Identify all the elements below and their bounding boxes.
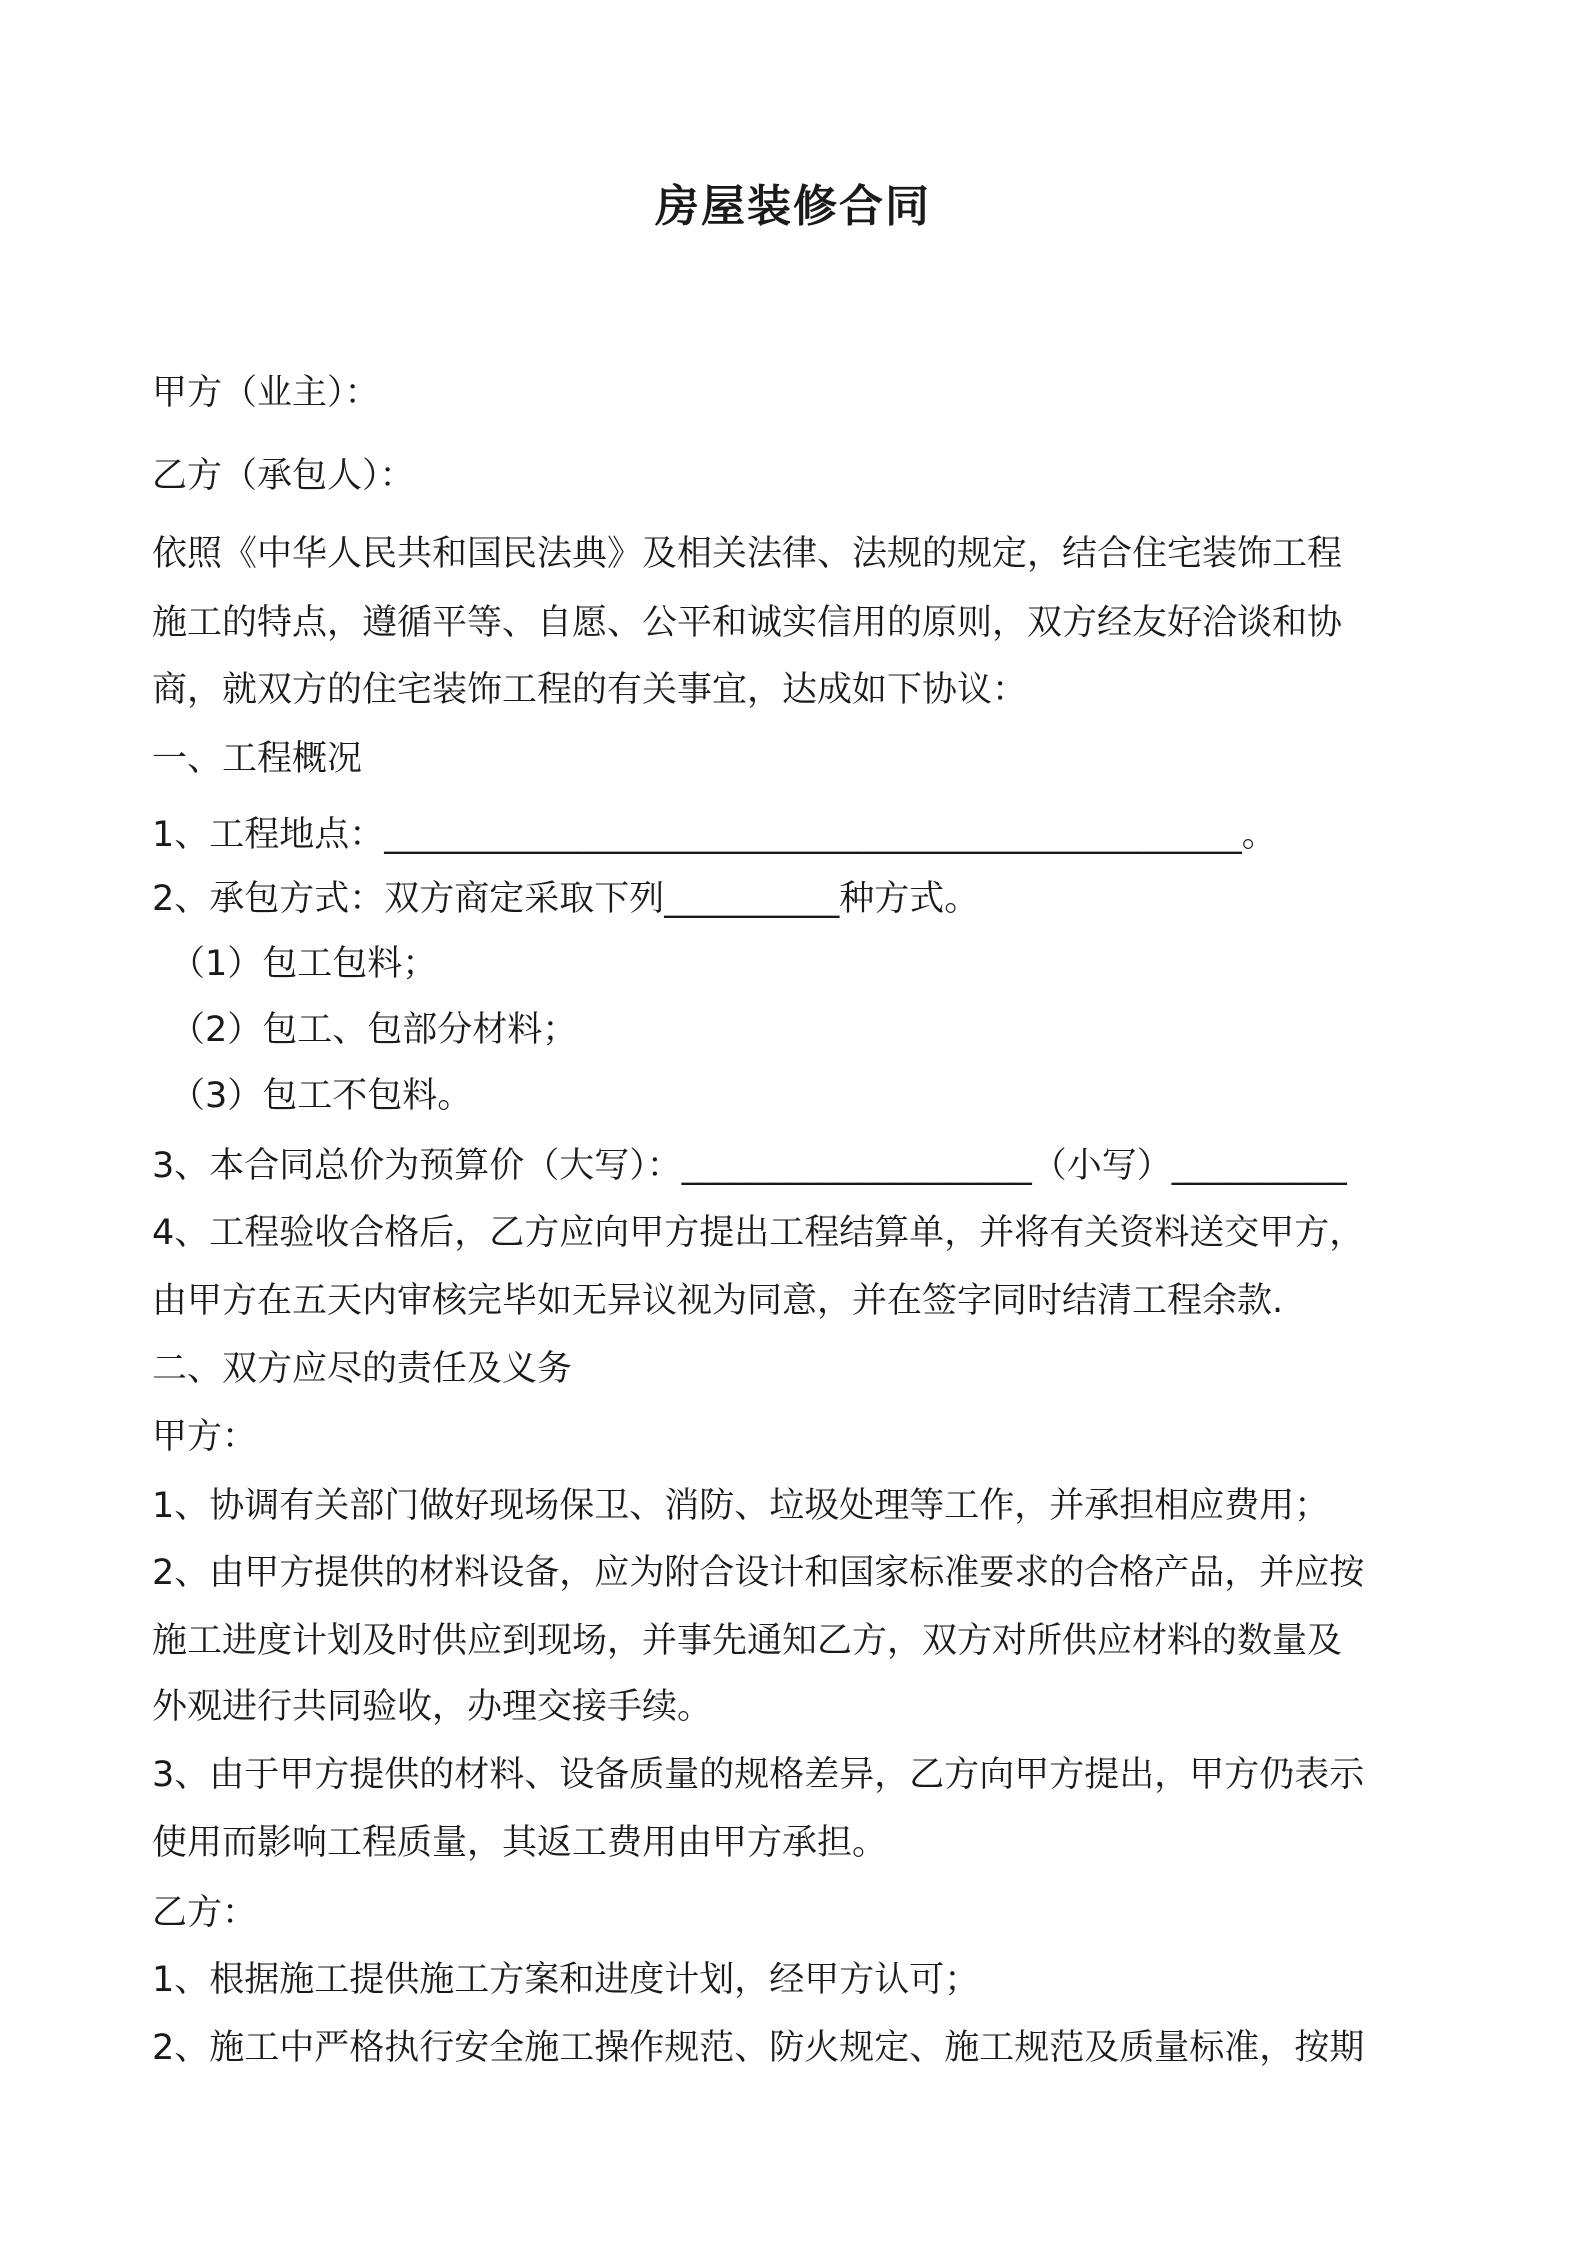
section-heading-2: 二、双方应尽的责任及义务 bbox=[152, 1349, 573, 1389]
clause-line: 1、工程地点：_________________________________________________。 bbox=[152, 815, 1277, 855]
clause-line: 2、由甲方提供的材料设备，应为附合设计和国家标准要求的合格产品，并应按 bbox=[152, 1553, 1365, 1593]
party-b-heading: 乙方： bbox=[152, 1893, 258, 1933]
clause-line: 施工进度计划及时供应到现场，并事先通知乙方，双方对所供应材料的数量及 bbox=[152, 1621, 1343, 1661]
option-line: （3）包工不包料。 bbox=[170, 1076, 473, 1116]
party-a-heading: 甲方： bbox=[152, 1417, 258, 1457]
party-b-line: 乙方（承包人）： bbox=[152, 456, 415, 496]
clause-line: 使用而影响工程质量，其返工费用由甲方承担。 bbox=[152, 1823, 888, 1863]
preamble-line-2: 施工的特点，遵循平等、自愿、公平和诚实信用的原则，双方经友好洽谈和协 bbox=[152, 603, 1343, 643]
option-line: （1）包工包料； bbox=[170, 944, 438, 984]
document-title: 房屋装修合同 bbox=[655, 181, 931, 232]
clause-line: 2、承包方式：双方商定采取下列__________种方式。 bbox=[152, 879, 980, 919]
preamble-line-1: 依照《中华人民共和国民法典》及相关法律、法规的规定，结合住宅装饰工程 bbox=[152, 534, 1343, 574]
clause-line: 2、施工中严格执行安全施工操作规范、防火规定、施工规范及质量标准，按期 bbox=[152, 2028, 1365, 2068]
clause-line: 外观进行共同验收，办理交接手续。 bbox=[152, 1687, 713, 1727]
clause-line: 3、本合同总价为预算价（大写）：____________________（小写）__________ bbox=[152, 1146, 1347, 1186]
clause-line: 4、工程验收合格后，乙方应向甲方提出工程结算单，并将有关资料送交甲方， bbox=[152, 1213, 1365, 1253]
clause-line: 1、协调有关部门做好现场保卫、消防、垃圾处理等工作，并承担相应费用； bbox=[152, 1486, 1330, 1526]
option-line: （2）包工、包部分材料； bbox=[170, 1010, 578, 1050]
clause-line: 1、根据施工提供施工方案和进度计划，经甲方认可； bbox=[152, 1960, 980, 2000]
preamble-line-3: 商，就双方的住宅装饰工程的有关事宜，达成如下协议： bbox=[152, 670, 1028, 710]
clause-line: 由甲方在五天内审核完毕如无异议视为同意，并在签字同时结清工程余款. bbox=[152, 1281, 1284, 1321]
clause-line: 3、由于甲方提供的材料、设备质量的规格差异，乙方向甲方提出，甲方仍表示 bbox=[152, 1755, 1365, 1795]
section-heading-1: 一、工程概况 bbox=[152, 739, 363, 779]
party-a-line: 甲方（业主）： bbox=[152, 373, 380, 413]
